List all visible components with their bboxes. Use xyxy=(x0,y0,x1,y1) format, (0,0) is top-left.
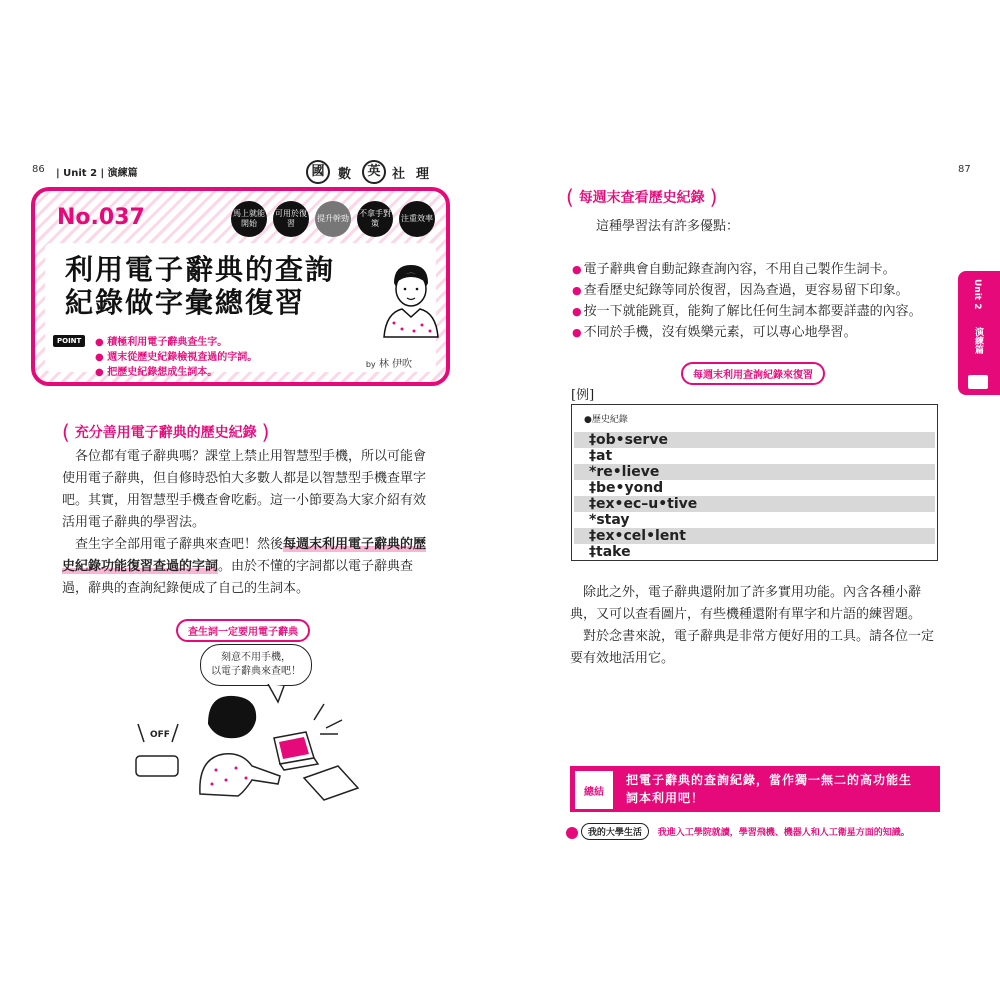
right-paragraph-2: 對於念書來說，電子辭典是非常方便好用的工具。請各位一定要有效地活用它。 xyxy=(570,629,935,666)
student-illustration xyxy=(128,684,388,804)
side-tab-unit: Unit 2 xyxy=(972,279,982,310)
left-paragraph-1: 各位都有電子辭典嗎？課堂上禁止用智慧型手機，所以可能會使用電子辭典，但自修時恐怕大多數人都是以智慧型手機查單字吧。其實，用智慧型手機查會吃虧。這一小節要為大家介紹有效活用電子辭典的學習法。 xyxy=(62,449,427,530)
example-label: [例] xyxy=(571,388,595,403)
left-pill-label: 查生詞一定要用電子辭典 xyxy=(176,619,310,642)
bubble-line2: 以電子辭典來查吧！ xyxy=(211,666,301,677)
card-body xyxy=(45,243,436,378)
speech-bubble xyxy=(200,644,312,686)
left-page-number: 86 xyxy=(32,164,45,175)
card-number: No.037 xyxy=(57,205,145,230)
point-item: ● 把歷史紀錄想成生詞本。 xyxy=(95,365,257,380)
benefit-item: ● 查看歷史紀錄等同於復習，因為查過，更容易留下印象。 xyxy=(572,280,922,301)
title-card xyxy=(31,187,450,386)
off-label: OFF xyxy=(150,730,170,740)
left-section-heading: ( 充分善用電子辭典的歷史紀錄 ) xyxy=(62,420,270,444)
unit-header: | Unit 2 | 演練篇 xyxy=(56,168,138,179)
bubble-line1: 刻意不用手機， xyxy=(221,652,291,663)
badge-efficiency: 注重效率 xyxy=(399,201,435,237)
card-title xyxy=(65,253,335,319)
history-word: ‡ob•serve xyxy=(574,432,935,448)
badge-weakness: 不拿手對策 xyxy=(357,201,393,237)
history-box xyxy=(571,404,938,561)
summary-text xyxy=(626,771,912,807)
unit-side-tab[interactable] xyxy=(958,271,1000,395)
subject-math: 數 xyxy=(338,167,352,182)
history-word: ‡ex•cel•lent xyxy=(574,528,935,544)
card-title-line2: 紀錄做字彙總復習 xyxy=(65,286,306,319)
benefit-item: ● 電子辭典會自動記錄查詢內容，不用自己製作生詞卡。 xyxy=(572,259,922,280)
history-word: *re•lieve xyxy=(574,464,935,480)
byline-name: 林 伊吹 xyxy=(378,359,412,370)
summary-line2: 詞本利用吧！ xyxy=(626,791,705,805)
point-item: ● 積極利用電子辭典查生字。 xyxy=(95,335,257,350)
badge-review: 可用於復習 xyxy=(273,201,309,237)
card-title-line1: 利用電子辭典的查詢 xyxy=(65,253,336,286)
point-list xyxy=(95,335,257,380)
history-header: ●歷史紀錄 xyxy=(584,415,628,425)
point-item: ● 週末從歷史紀錄檢視查過的字詞。 xyxy=(95,350,257,365)
history-word: ‡ex•ec–u•tive xyxy=(574,496,935,512)
left-section-heading-text: 充分善用電子辭典的歷史紀錄 xyxy=(74,425,257,441)
badge-motivation: 提升幹勁 xyxy=(315,201,351,237)
history-word: ‡take xyxy=(589,544,631,560)
right-paragraph-1: 除此之外，電子辭典還附加了許多實用功能。內含各種小辭典，又可以查看圖片，有些機種還附有單字和片語的練習題。 xyxy=(570,585,922,622)
mylife-tag: 我的大學生活 xyxy=(581,823,649,840)
summary-box xyxy=(570,766,940,812)
para2-pre: 查生字全部用電子辭典來查吧！然後 xyxy=(62,537,284,552)
side-tab-label: 演練篇 xyxy=(973,327,983,354)
subject-japanese: 國 xyxy=(306,160,330,184)
history-word: ‡be•yond xyxy=(589,480,664,496)
right-section-heading: ( 每週末查看歷史紀錄 ) xyxy=(566,185,718,209)
book-icon xyxy=(968,375,988,389)
summary-line1: 把電子辭典的查詢紀錄，當作獨一無二的高功能生 xyxy=(626,773,913,787)
point-tag: POINT xyxy=(53,335,85,347)
author-illustration xyxy=(380,261,442,339)
history-word: ‡at xyxy=(589,448,613,464)
right-intro: 這種學習法有許多優點： xyxy=(596,219,740,234)
right-section-heading-text: 每週末查看歷史紀錄 xyxy=(578,190,705,206)
subject-science: 理 xyxy=(416,167,430,182)
benefit-item: ● 按一下就能跳頁，能夠了解比任何生詞本都要詳盡的內容。 xyxy=(572,301,922,322)
benefit-list xyxy=(572,259,922,343)
left-paragraph-2 xyxy=(62,534,434,600)
badge-start-now: 馬上就能開始 xyxy=(231,201,267,237)
smile-icon xyxy=(566,827,578,839)
right-page-number: 87 xyxy=(958,164,971,175)
benefit-item: ● 不同於手機，沒有娛樂元素，可以專心地學習。 xyxy=(572,322,922,343)
para2-post: 。由於不懂的字詞都以電子辭典查過，辭典的查詢紀錄便成了自己的生詞本。 xyxy=(62,559,414,596)
mylife-text: 我進入工學院就讀，學習飛機、機器人和人工衛星方面的知識。 xyxy=(657,828,910,838)
my-college-life xyxy=(566,823,910,840)
summary-tag: 總結 xyxy=(574,770,614,810)
para2-highlight: 每週末利用電子辭典的歷史紀錄功能復習查過的字詞 xyxy=(62,537,427,574)
subject-english: 英 xyxy=(362,160,386,184)
right-pill-label: 每週末利用查詢紀錄來復習 xyxy=(681,362,825,385)
byline-by: by xyxy=(365,360,376,369)
byline xyxy=(366,355,412,370)
history-word: *stay xyxy=(589,512,630,528)
subject-social: 社 xyxy=(392,167,406,182)
